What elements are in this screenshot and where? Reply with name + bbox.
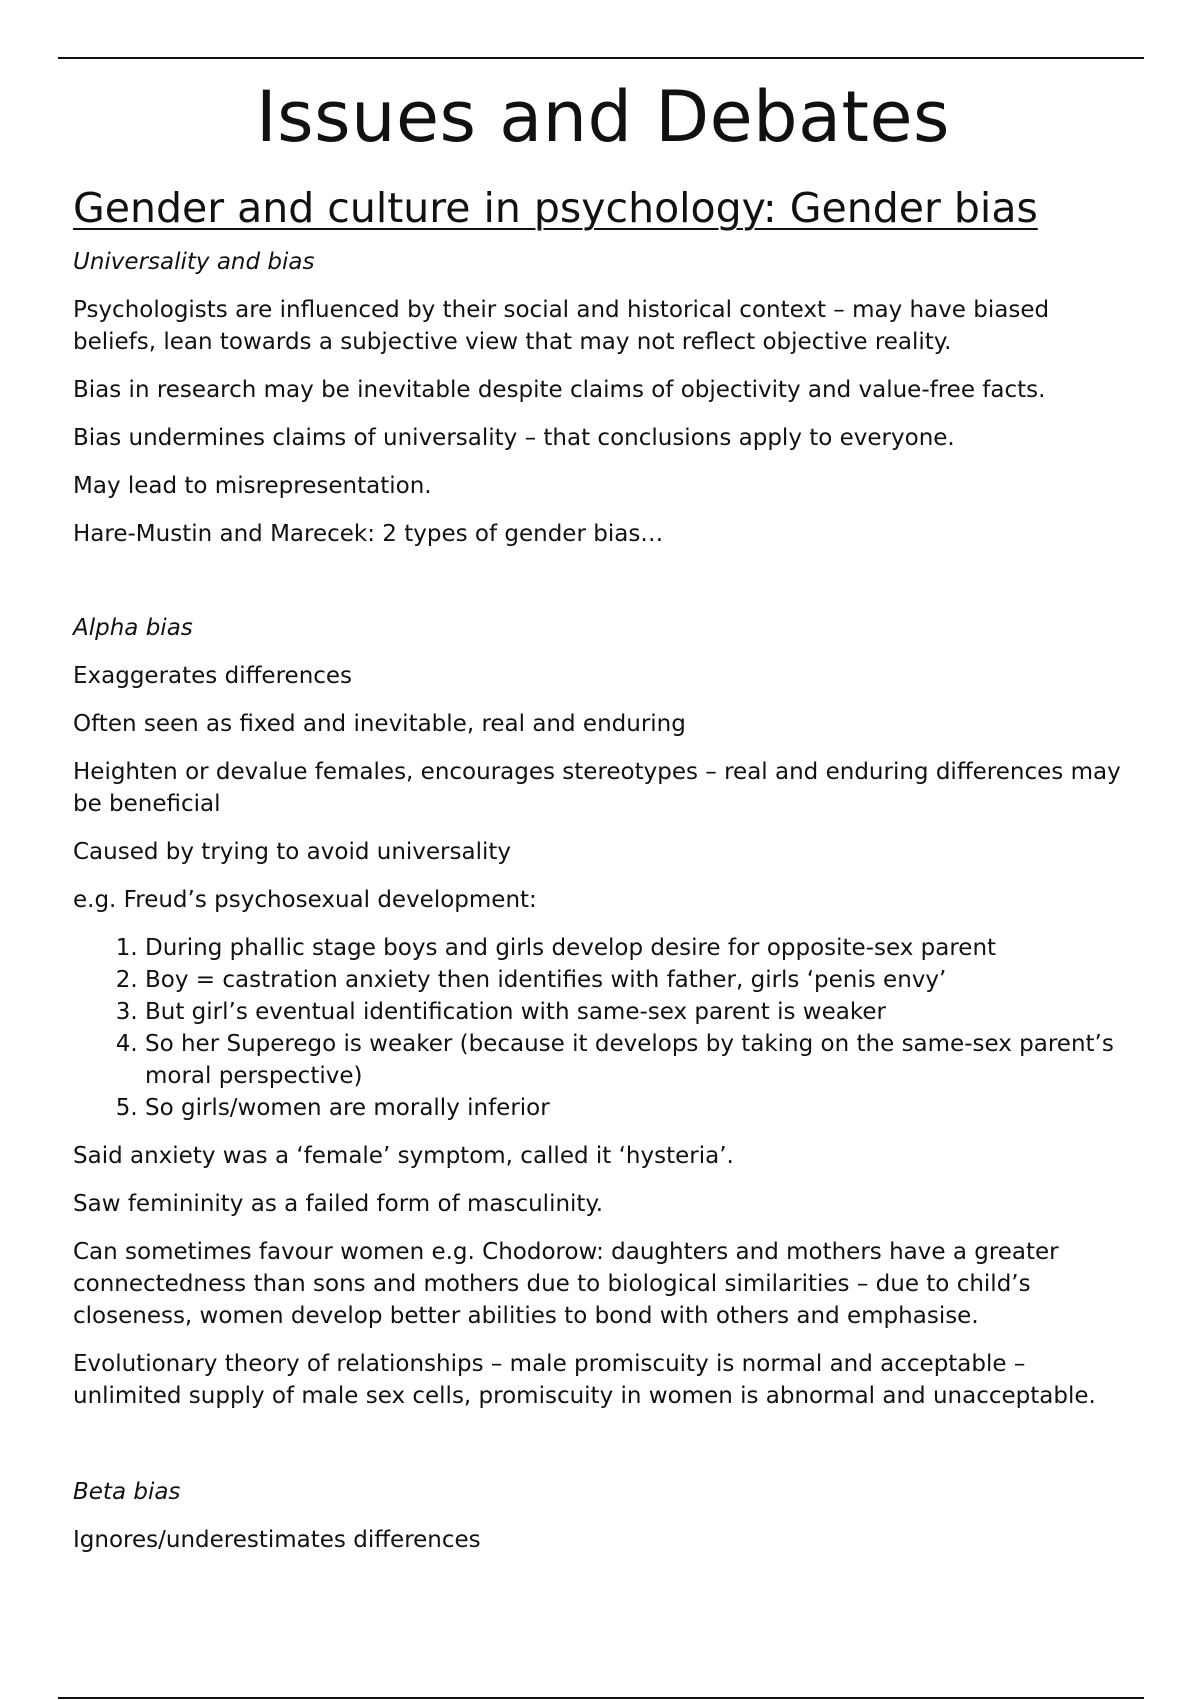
section-heading-alpha-bias: Alpha bias [73,615,193,641]
paragraph: Often seen as fixed and inevitable, real and enduring [73,711,686,737]
document-body [73,70,1133,1556]
paragraph: Psychologists are influenced by their social and historical context – may have biased beliefs, lean towards a subjective view that may not reflect objective reality. [73,297,1050,355]
section-spacer [73,550,1133,600]
paragraph: Said anxiety was a ‘female’ symptom, called it ‘hysteria’. [73,1143,734,1169]
paragraph: Heighten or devalue females, encourages stereotypes – real and enduring differences may be beneficial [73,759,1121,817]
list-item: 2. Boy = castration anxiety then identifies with father, girls ‘penis envy’ [145,964,1133,996]
section-title: Gender and culture in psychology: Gender bias [73,184,1038,232]
list-item: 5. So girls/women are morally inferior [145,1092,1133,1124]
paragraph: Can sometimes favour women e.g. Chodorow: daughters and mothers have a greater connectedness than sons and mothers due to biological similarities – due to child’s closeness, women develop better abilities to bond with others and emphasise. [73,1239,1059,1329]
paragraph: Caused by trying to avoid universality [73,839,511,865]
beta-bias-section [73,1476,1133,1556]
paragraph: Ignores/underestimates differences [73,1527,481,1553]
section-heading-universality: Universality and bias [73,249,315,275]
paragraph: Bias undermines claims of universality – that conclusions apply to everyone. [73,425,955,451]
paragraph: May lead to misrepresentation. [73,473,432,499]
list-item: 4. So her Superego is weaker (because it develops by taking on the same-sex parent’s moral perspective) [145,1028,1133,1092]
freud-numbered-list [73,932,1133,1124]
paragraph: e.g. Freud’s psychosexual development: [73,887,537,913]
paragraph: Saw femininity as a failed form of masculinity. [73,1191,604,1217]
paragraph: Bias in research may be inevitable despite claims of objectivity and value-free facts. [73,377,1046,403]
section-heading-beta-bias: Beta bias [73,1479,181,1505]
top-rule [58,57,1144,59]
list-item: 3. But girl’s eventual identification with same-sex parent is weaker [145,996,1133,1028]
section-spacer [73,1412,1133,1464]
paragraph: Evolutionary theory of relationships – male promiscuity is normal and acceptable – unlimited supply of male sex cells, promiscuity in women is abnormal and unacceptable. [73,1351,1096,1409]
alpha-bias-section [73,612,1133,1412]
paragraph: Hare-Mustin and Marecek: 2 types of gender bias… [73,521,664,547]
paragraph: Exaggerates differences [73,663,353,689]
list-item: 1. During phallic stage boys and girls develop desire for opposite-sex parent [145,932,1133,964]
bottom-rule [58,1697,1144,1699]
document-title: Issues and Debates [256,76,950,158]
universality-section [73,246,1133,550]
